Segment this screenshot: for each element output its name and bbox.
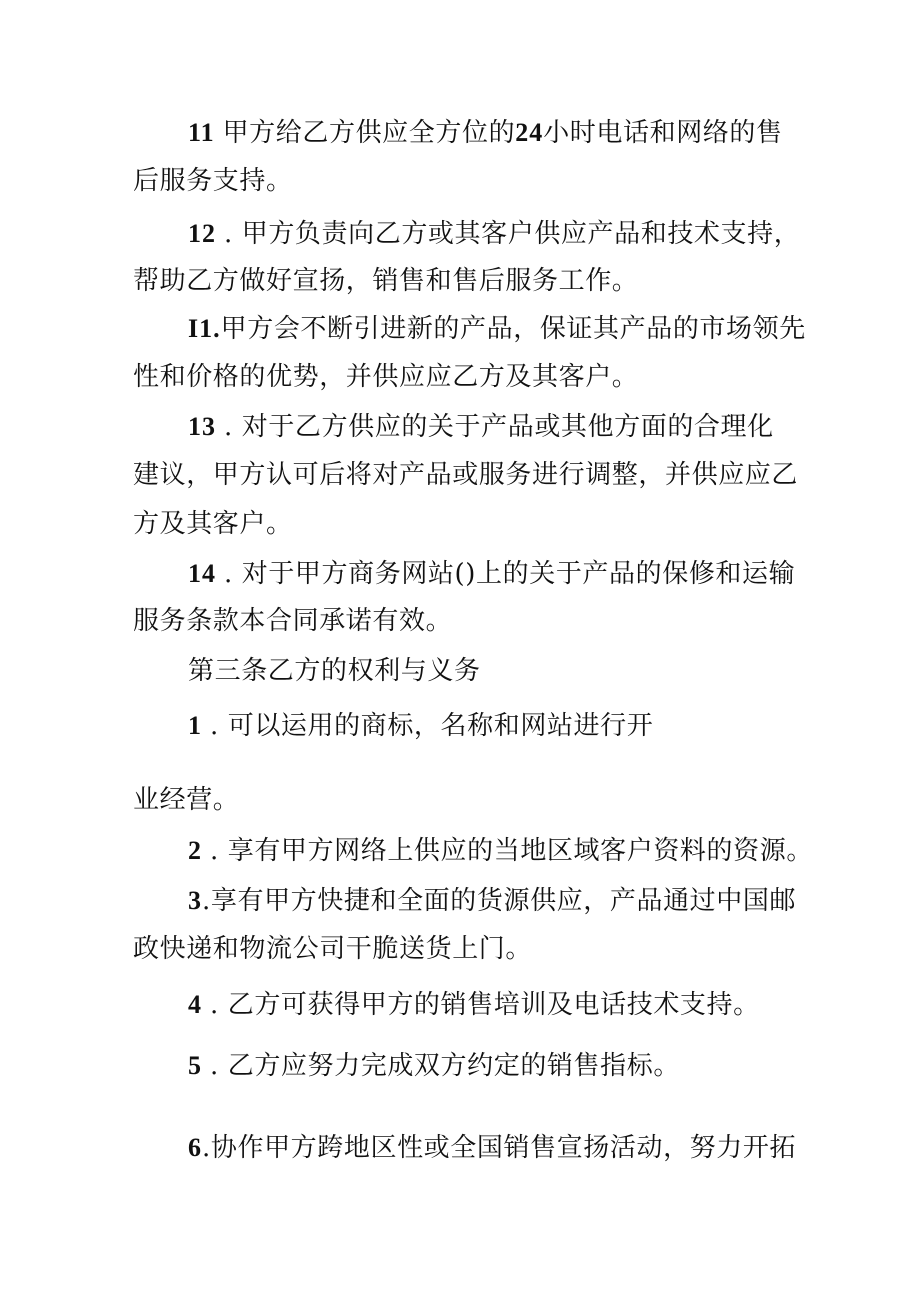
item-text: .享有甲方快捷和全面的货源供应，产品通过中国邮 (202, 886, 797, 916)
item-text: . 可以运用的商标，名称和网站进行开 (210, 711, 654, 741)
item-text: . 甲方负责向乙方或其客户供应产品和技术支持， (224, 219, 801, 249)
item-number: 11 (188, 118, 215, 147)
item-13-line-1 (188, 410, 774, 444)
item-text: . 享有甲方网络上供应的当地区域客户资料的资源。 (210, 836, 813, 866)
section-item-2-line-1 (188, 834, 813, 868)
item-text: . 对于乙方供应的关于产品或其他方面的合理化 (224, 412, 774, 442)
item-text: 小时电话和网络的售 (543, 118, 783, 148)
section-item-6-line-1 (188, 1131, 796, 1165)
item-text: 甲方会不断引进新的产品，保证其产品的市场领先 (220, 314, 806, 344)
section-item-1-line-2: 业经营。 (133, 785, 240, 815)
item-11-line-1 (188, 116, 783, 150)
item-text: . 乙方可获得甲方的销售培训及电话技术支持。 (210, 990, 760, 1020)
section-item-4-line-1 (188, 988, 760, 1022)
item-number: 1 (188, 711, 202, 740)
section-item-3-line-1 (188, 884, 796, 918)
item-number: 5 (188, 1051, 202, 1080)
item-text: . 对于甲方商务网站()上的关于产品的保修和运输 (224, 559, 796, 589)
item-number: 14 (188, 559, 216, 588)
item-13-line-2: 建议，甲方认可后将对产品或服务进行调整，并供应应乙 (133, 460, 799, 490)
section-title: 第三条乙方的权利与义务 (188, 656, 481, 686)
bold-number: 24 (515, 118, 544, 147)
section-item-1-line-1 (188, 709, 653, 743)
item-i1-line-2: 性和价格的优势，并供应应乙方及其客户。 (133, 362, 639, 392)
item-number: 12 (188, 219, 216, 248)
item-number: 13 (188, 412, 216, 441)
section-item-3-line-2: 政快递和物流公司干脆送货上门。 (133, 934, 533, 964)
item-12-line-2: 帮助乙方做好宣扬，销售和售后服务工作。 (133, 266, 639, 296)
item-i1-line-1 (188, 312, 806, 346)
item-text: . 乙方应努力完成双方约定的销售指标。 (210, 1051, 680, 1081)
item-11-line-2: 后服务支持。 (133, 166, 293, 196)
item-number: 2 (188, 836, 202, 865)
item-number: 4 (188, 990, 202, 1019)
item-12-line-1 (188, 217, 800, 251)
item-number: 3 (188, 886, 202, 915)
item-number: 6 (188, 1133, 202, 1162)
item-text: 甲方给乙方供应全方位的 (222, 118, 516, 148)
item-14-line-2: 服务条款本合同承诺有效。 (133, 606, 453, 636)
item-number: I1. (188, 314, 221, 343)
item-text: .协作甲方跨地区性或全国销售宣扬活动，努力开拓 (202, 1133, 797, 1163)
item-13-line-3: 方及其客户。 (133, 509, 293, 539)
section-item-5-line-1 (188, 1049, 680, 1083)
item-14-line-1 (188, 557, 795, 591)
